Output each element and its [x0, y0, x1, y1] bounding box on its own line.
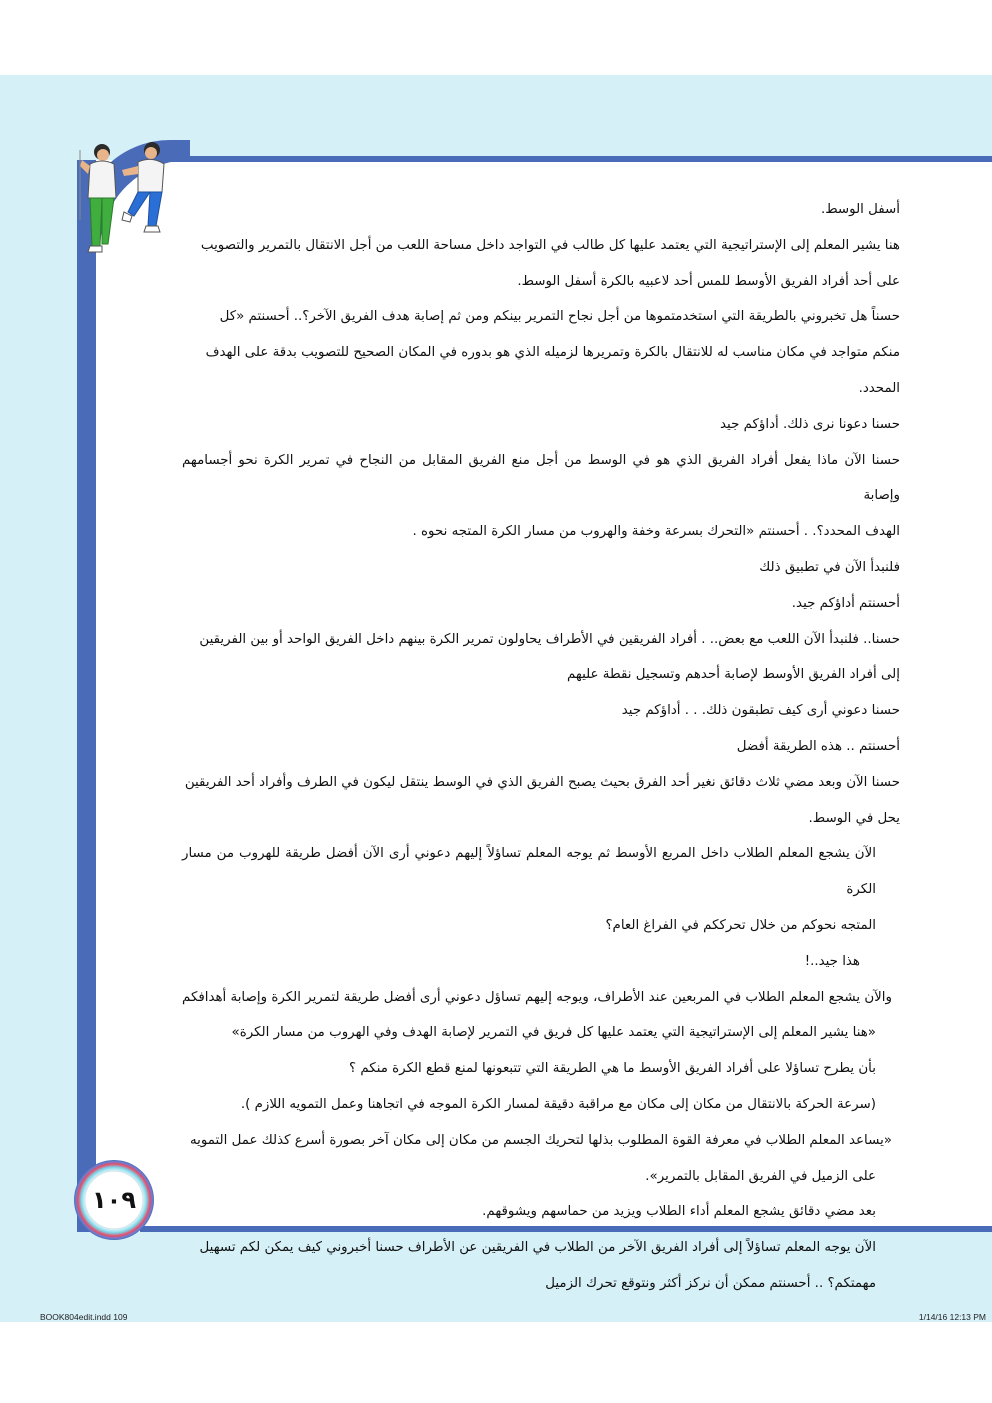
- lesson-text: [182, 192, 900, 1302]
- paragraph-line: المحدد.: [858, 380, 900, 396]
- paragraph-line: أسفل الوسط.: [820, 202, 900, 217]
- paragraph-line: مهمتكم؟ .. أحسنتم ممكن أن نركز أكثر ونتوقع تحرك الزميل: [545, 1275, 876, 1291]
- paragraph-line: إلى أفراد الفريق الأوسط لإصابة أحدهم وتسجيل نقطة عليهم: [567, 667, 900, 683]
- paragraph-line: يحل في الوسط.: [808, 810, 900, 826]
- footer-timestamp: 1/14/16 12:13 PM: [918, 1312, 986, 1322]
- footer-file-info: BOOK804edit.indd 109: [40, 1312, 128, 1322]
- paragraph-line: منكم متواجد في مكان مناسب له للانتقال بالكرة وتمريرها لزميله الذي هو بدوره في المكان الصحيح للتصويب بدقة على الهدف: [205, 345, 900, 361]
- paragraph-line: حسنا دعوني أرى كيف تطبقون ذلك. . . أداؤكم جيد: [621, 703, 900, 719]
- page-number: ١٠٩: [92, 1186, 136, 1214]
- paragraph-line: حسنا الآن ماذا يفعل أفراد الفريق الذي هو في الوسط من أجل منع الفريق المقابل من النجاح في تمرير الكرة نحو أجسامهم وإصابة: [182, 452, 900, 504]
- paragraph-line: هنا يشير المعلم إلى الإستراتيجية التي يعتمد عليها كل طالب في التواجد داخل مساحة اللعب من أجل الانتقال بالتمرير والتصويب: [200, 237, 900, 253]
- paragraph-line: بأن يطرح تساؤلا على أفراد الفريق الأوسط ما هي الطريقة التي تتبعونها لمنع قطع الكرة منكم ؟: [349, 1061, 876, 1077]
- paragraph-line: حسنا دعونا نرى ذلك. أداؤكم جيد: [720, 416, 900, 432]
- frame-top-bar: [150, 156, 992, 162]
- frame-left-bar: [77, 160, 96, 1232]
- paragraph-line: الآن يوجه المعلم تساؤلاً إلى أفراد الفريق الآخر من الطلاب في الفريقين عن الأطراف حسنا أخبروني كيف يمكن لكم تسهيل: [199, 1240, 876, 1256]
- paragraph-line: على الزميل في الفريق المقابل بالتمرير».: [645, 1168, 876, 1184]
- paragraph-line: الآن يشجع المعلم الطلاب داخل المربع الأوسط ثم يوجه المعلم تساؤلاً إليهم دعوني أرى الآن أفضل طريقة للهروب من مسار الكرة: [182, 846, 876, 898]
- paragraph-line: «هنا يشير المعلم إلى الإستراتيجية التي يعتمد عليها كل فريق في التمرير لإصابة الهدف وفي الهروب من مسار الكرة»: [231, 1025, 876, 1041]
- paragraph-line: حسناً هل تخبروني بالطريقة التي استخدمتموها من أجل نجاح التمرير بينكم ومن ثم إصابة هدف الفريق الآخر؟.. أحسنتم «كل: [219, 309, 900, 325]
- paragraph-line: أحسنتم .. هذه الطريقة أفضل: [736, 738, 900, 754]
- paragraph-line: بعد مضي دقائق يشجع المعلم أداء الطلاب ويزيد من حماسهم ويشوقهم.: [482, 1204, 876, 1220]
- paragraph-line: أحسنتم أداؤكم جيد.: [791, 595, 900, 611]
- paragraph-line: «يساعد المعلم الطلاب في معرفة القوة المطلوب بذلها لتحريك الجسم من مكان إلى مكان آخر بصورة أسرع كذلك عمل التمويه: [189, 1132, 892, 1148]
- paragraph-line: هذا جيد..!: [804, 953, 860, 969]
- paragraph-line: على أحد أفراد الفريق الأوسط للمس أحد لاعبيه بالكرة أسفل الوسط.: [517, 273, 900, 289]
- paragraph-line: حسنا الآن وبعد مضي ثلاث دقائق نغير أحد الفرق بحيث يصبح الفريق الذي في الوسط ينتقل ليكون في الطرف وأفراد أحد الفريقين: [184, 774, 900, 790]
- paragraph-line: حسنا.. فلنبدأ الآن اللعب مع بعض.. . أفراد الفريقين في الأطراف يحاولون تمرير الكرة بينهم داخل الفريق الواحد أو بين الفريقين: [199, 631, 900, 647]
- paragraph-line: الهدف المحدد؟. . أحسنتم «التحرك بسرعة وخفة والهروب من مسار الكرة المتجه نحوه .: [412, 524, 900, 540]
- two-players-running-icon: [72, 130, 182, 260]
- paragraph-line: والآن يشجع المعلم الطلاب في المربعين عند الأطراف، ويوجه إليهم تساؤل دعوني أرى أفضل طريقة لتمرير الكرة وإصابة أهدافكم: [182, 989, 892, 1005]
- paragraph-line: (سرعة الحركة بالانتقال من مكان إلى مكان مع مراقبة دقيقة لمسار الكرة الموجه في اتجاهنا وعمل التمويه اللازم ).: [240, 1096, 876, 1112]
- paragraph-line: المتجه نحوكم من خلال تحرككم في الفراغ العام؟: [605, 917, 876, 933]
- paragraph-line: فلنبدأ الآن في تطبيق ذلك: [759, 559, 900, 575]
